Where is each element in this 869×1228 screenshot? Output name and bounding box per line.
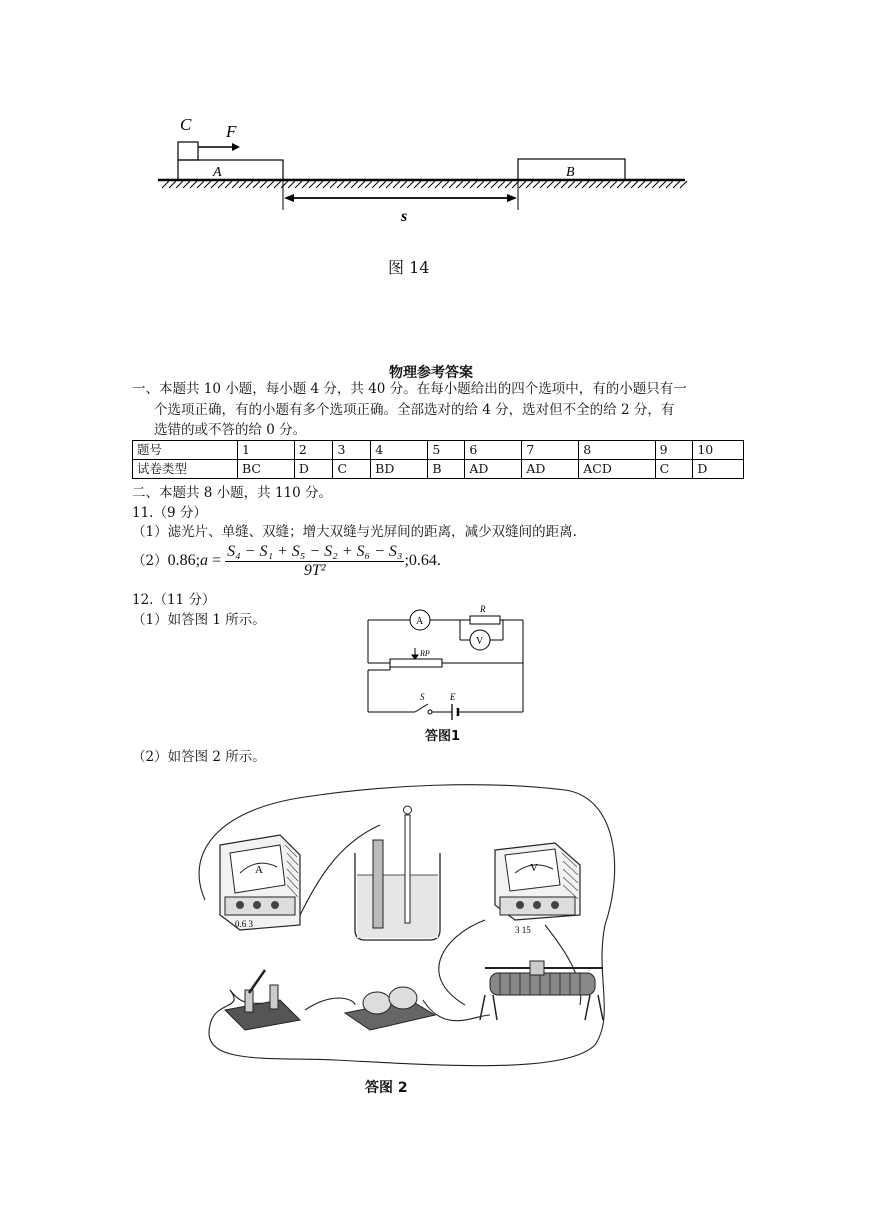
q11-denominator: 9T² — [303, 562, 326, 579]
table-cell: B — [428, 460, 465, 479]
ammeter-label: A — [416, 616, 424, 627]
q11-value2: ;0.64. — [404, 552, 441, 570]
table-cell: AD — [465, 460, 522, 479]
table-header-label: 题号 — [133, 441, 238, 460]
table-cell: 8 — [579, 441, 655, 460]
voltmeter-device — [495, 843, 580, 935]
label-f: F — [226, 122, 237, 141]
table-cell: 1 — [238, 441, 295, 460]
table-cell: 5 — [428, 441, 465, 460]
battery-label: E — [450, 692, 456, 702]
table-cell: 2 — [294, 441, 333, 460]
section1-line3: 选错的或不答的给 0 分。 — [154, 422, 307, 438]
apparatus-drawing — [185, 775, 630, 1075]
circuit-figure-1 — [360, 600, 530, 725]
resistor-symbol — [470, 616, 500, 624]
q11-numerator: S₄ − S₁ + S₅ − S₂ + S₆ − S₃ — [227, 543, 403, 560]
table-cell: BC — [238, 460, 295, 479]
q11-eq: = — [208, 552, 226, 570]
figure-14-caption: 图 14 — [388, 258, 430, 277]
battery-device — [345, 987, 435, 1030]
table-cell: AD — [522, 460, 579, 479]
answers-title: 物理参考答案 — [389, 365, 473, 381]
circuit-diagram — [360, 600, 530, 725]
block-c — [178, 142, 198, 160]
q12-part1: （1）如答图 1 所示。 — [132, 612, 266, 628]
ammeter-scale-label: 0.6 3 — [235, 919, 253, 929]
q11-header: 11.（9 分） — [132, 505, 207, 521]
beaker-electrodes — [355, 806, 440, 940]
q11-part2 — [132, 543, 441, 580]
label-a: A — [213, 165, 222, 180]
switch-device — [225, 970, 300, 1030]
section2-header: 二、本题共 8 小题，共 110 分。 — [132, 485, 333, 501]
table-cell: 4 — [371, 441, 428, 460]
q11-part1: （1）滤光片、单缝、双缝；增大双缝与光屏间的距离，减少双缝间的距离. — [132, 524, 577, 540]
board-a — [178, 160, 283, 180]
table-cell: D — [693, 460, 744, 479]
section1-line1: 一、本题共 10 小题，每小题 4 分，共 40 分。在每小题给出的四个选项中，有的小题只有一 — [132, 381, 687, 397]
table-row — [133, 460, 744, 479]
rheostat-label: RP — [420, 649, 430, 658]
voltmeter-scale-label: 3 15 — [515, 925, 531, 935]
table-cell: C — [333, 460, 371, 479]
q11-part2-prefix: （2） — [132, 553, 168, 570]
ammeter-device — [220, 835, 300, 930]
rheostat-symbol — [390, 659, 442, 667]
apparatus-figure-2 — [185, 775, 630, 1075]
fig1-caption: 答图1 — [425, 729, 461, 744]
table-cell: 9 — [655, 441, 693, 460]
label-s: s — [401, 208, 408, 225]
q12-part2: （2）如答图 2 所示。 — [132, 749, 266, 765]
fig2-caption: 答图 2 — [365, 1080, 408, 1096]
table-row — [133, 441, 744, 460]
table-cell: ACD — [579, 460, 655, 479]
answer-table — [132, 440, 744, 479]
figure-14-drawing — [150, 110, 690, 235]
switch-symbol — [415, 704, 428, 712]
table-cell: 3 — [333, 441, 371, 460]
table-cell: 6 — [465, 441, 522, 460]
table-cell: 10 — [693, 441, 744, 460]
ammeter-device-label: A — [255, 864, 263, 876]
table-cell: BD — [371, 460, 428, 479]
table-cell: 7 — [522, 441, 579, 460]
q12-header: 12.（11 分） — [132, 592, 216, 608]
q11-a: a — [200, 552, 209, 570]
rheostat-device — [480, 961, 603, 1020]
q11-value1: 0.86; — [167, 552, 201, 570]
voltmeter-label: V — [476, 636, 484, 647]
table-answer-label: 试卷类型 — [133, 460, 238, 479]
resistor-label: R — [480, 604, 486, 614]
q11-fraction — [225, 543, 404, 580]
table-cell: C — [655, 460, 693, 479]
figure-14 — [150, 110, 690, 235]
voltmeter-device-label: V — [530, 862, 538, 874]
table-cell: D — [294, 460, 333, 479]
switch-label: S — [420, 692, 425, 702]
section1-line2: 个选项正确，有的小题有多个选项正确。全部选对的给 4 分，选对但不全的给 2 分，有 — [154, 402, 675, 418]
label-c: C — [180, 115, 192, 134]
label-b: B — [566, 165, 575, 180]
